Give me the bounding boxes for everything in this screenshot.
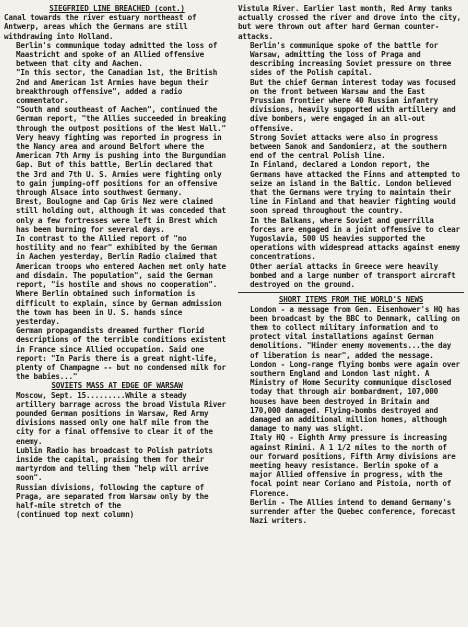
paragraph: In contrast to the Allied report of "no hostility and no fear" exhibited by the German in Aachen yesterday, Berlin Radio claimed that American troops who entered Aachen met only hate and disdain. The population", said the German report, "is hostile and shows no cooperation".	[16, 234, 231, 290]
paragraph: Strong Soviet attacks were also in progress between Sanok and Sandomierz, at the southern end of the central Polish line.	[250, 132, 452, 161]
paragraph: German propagandists dreamed further florid descriptions of the terrible conditions existent in France since Allied occupation. Said one report: "In Paris there is a great night-life, plenty of Champagne -- but no condensed milk for the babies..."	[16, 326, 231, 382]
continued-note: (continued top next column)	[16, 510, 135, 520]
paragraph: Where Berlin obtained such information is difficult to explain, since by German admission the town has been in U. S. hands since yesterday.	[16, 289, 226, 326]
paragraph: Other aerial attacks in Greece were heavily bombed and a large number of transport aircraft destroyed on the ground.	[250, 261, 460, 290]
paragraph: "In this sector, the Canadian 1st, the British 2nd and American 1st Armies have begun their breakthrough offensive", added a radio commentator.	[16, 68, 222, 106]
news-item: Berlin - The Allies intend to demand Germany's surrender after the Quebec conference, forecast Nazi writers.	[250, 497, 460, 526]
paragraph: Canal towards the river estuary northeast of Antwerp, areas which the Germans are still withdrawing into Holland.	[4, 13, 201, 41]
paragraph: Vistula River. Earlier last month, Red Army tanks actually crossed the river and drove into the city, but were thrown out after hard German counter-attacks.	[238, 4, 466, 41]
paragraph: In Finland, declared a London report, the Germans have attacked the Finns and attempted to seize an island in the Baltic. London believed that the Germans were trying to maintain their line in Finland and that heavier fighting would soon spread throughout the country.	[250, 160, 465, 216]
paragraph: In the Balkans, where Soviet and guerrilla forces are engaged in a joint offensive to clear Yugoslavia, 500 US heavies supported the operations with widespread attacks against enemy concentrations.	[250, 215, 465, 262]
paragraph: Moscow, Sept. 15.........While a steady artillery barrage across the broad Vistula River pounded German positions in Warsaw, Red Army divisions massed only one half mile from the city for a final offensive to clear it of the enemy.	[16, 390, 231, 446]
paragraph: But the chief German interest today was focused on the front between Warsaw and the East Prussian frontier where 40 Russian infantry divisions, heavily supported with artillery and dive bombers, were engaged in an all-out offensive.	[250, 77, 460, 133]
section-title: SHORT ITEMS FROM THE WORLD'S NEWS	[278, 295, 424, 305]
paragraph: Russian divisions, following the capture of Praga, are separated from Warsaw only by the half-mile stretch of the	[16, 482, 213, 510]
right-column	[238, 4, 464, 627]
paragraph: Berlin's communique today admitted the loss of Maastricht and spoke of an Allied offensive between that city and Aachen.	[16, 40, 222, 69]
paragraph: "South and southeast of Aachen", continued the German report, "the Allies succeeded in breaking through the outpost positions of the West Wall."	[16, 105, 231, 133]
paragraph: Berlin's communique spoke of the battle for Warsaw, admitting the loss of Praga and describing increasing Soviet pressure on three sides of the Polish capital.	[250, 40, 456, 78]
news-item: London - a message from Gen. Eisenhower's HQ has been broadcast by the BBC to Denmark, calling on them to collect military information and to protect vital installations against German demolitions. "Hinder enemy movements...the day of liberation is near", added the message.	[250, 304, 465, 360]
left-column	[4, 4, 230, 627]
paragraph: Very heavy fighting was reported in progress in the Nancy area and around Belfort where the American 7th Army is pushing into the Burgundian Gap. But of this battle, Berlin declared that the 3rd and 7th U. S. Armies were fighting only to gain jumping-off positions for an offensive through Alsace into southwest Germany.	[16, 132, 231, 198]
divider	[238, 292, 464, 293]
news-item: London - Long-range flying bombs were again over southern England and London last night. A Ministry of Home Security communique disclosed today that through air bombardment, 107,000 houses have been destroyed in Britain and 170,000 damaged. Flying-bombs destroyed and damaged an additional million homes, although damage to many was slight.	[250, 359, 465, 434]
news-item: Italy HQ - Eighth Army pressure is increasing against Rimini. A 1 1/2 miles to the north of our forward positions, Fifth Army divisions are meeting heavy resistance. Berlin spoke of a major Allied offensive in progress, with the focal point near Coriano and Pistoia, north of Florence.	[250, 433, 460, 498]
section-title: SOVIETS MASS AT EDGE OF WARSAW	[51, 381, 183, 391]
paragraph: Brest, Boulogne and Cap Gris Nez were claimed still holding out, although it was conceded that only a few fortresses were left in Brest which has been burning for several days.	[16, 197, 231, 234]
headline: SIEGFRIED LINE BREACHED (cont.)	[49, 4, 185, 13]
paragraph: Lublin Radio has broadcast to Polish patriots inside the capital, praising them for their martyrdom and telling them "help will arrive soon".	[16, 445, 218, 483]
